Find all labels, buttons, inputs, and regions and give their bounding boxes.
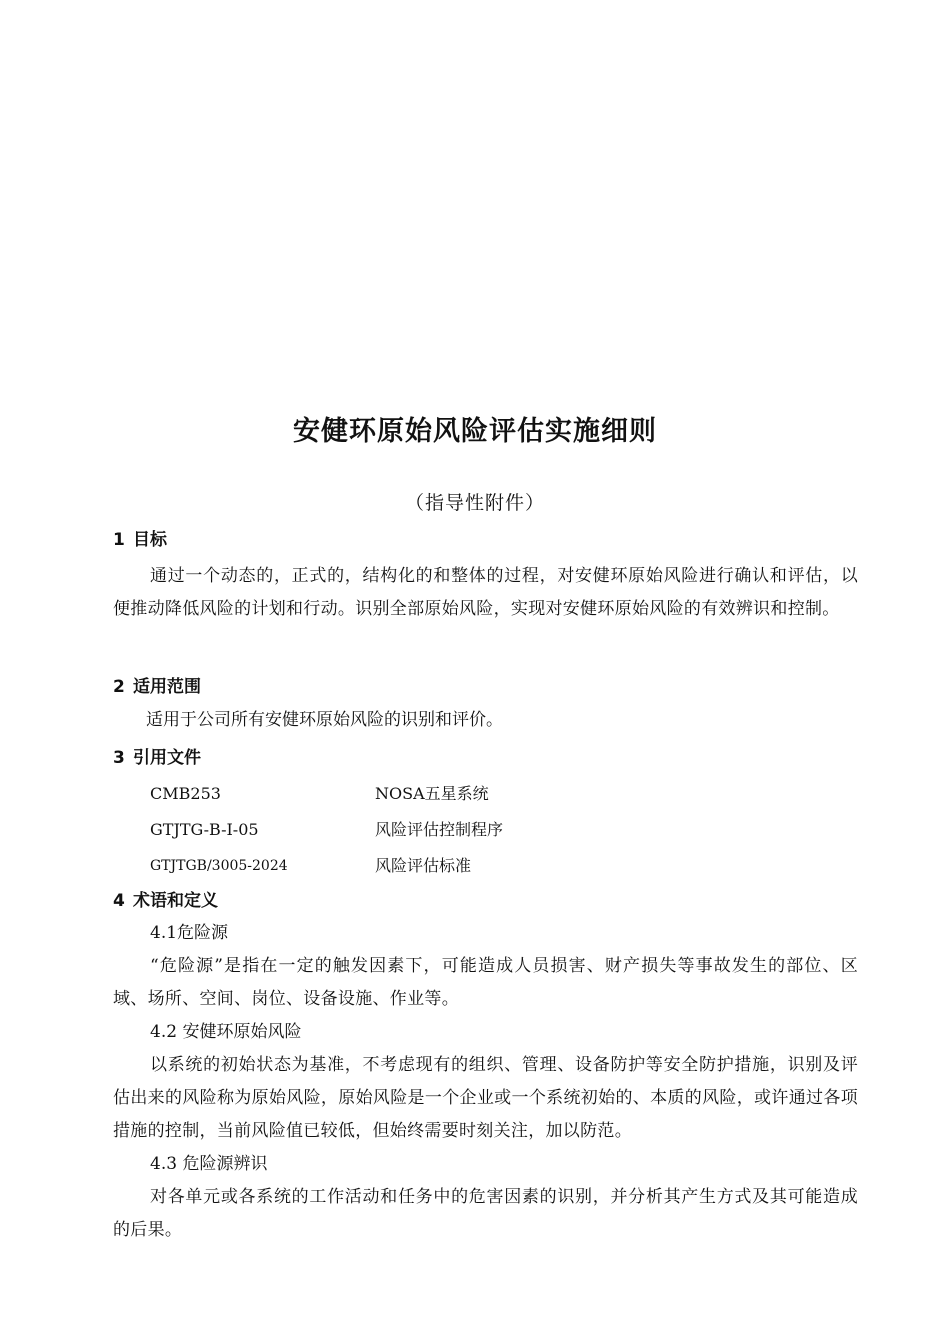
reference-name: 风险评估标准	[375, 856, 472, 875]
term-label: 4.1危险源	[150, 923, 229, 943]
reference-list	[113, 776, 858, 884]
reference-name: 风险评估控制程序	[375, 820, 504, 839]
reference-row	[113, 812, 858, 848]
section-heading	[113, 887, 858, 915]
section-title: 术语和定义	[133, 891, 218, 911]
section-heading	[113, 744, 858, 772]
reference-code: GTJTG-B-Ⅰ-05	[150, 820, 259, 839]
section-title: 目标	[133, 530, 167, 550]
section-number: 3	[113, 748, 125, 768]
section-title: 引用文件	[133, 748, 201, 768]
term-label: 4.3 危险源辨识	[150, 1154, 268, 1174]
term-list	[113, 917, 858, 1247]
section-number: 4	[113, 891, 125, 911]
section-heading	[113, 526, 858, 554]
reference-row	[113, 776, 858, 812]
section-objective	[113, 526, 858, 626]
reference-code: GTJTGB/3005-2024	[150, 858, 288, 874]
section-terms	[113, 887, 858, 1247]
section-body: 通过一个动态的，正式的，结构化的和整体的过程，对安健环原始风险进行确认和评估，以便推动降低风险的计划和行动。识别全部原始风险，实现对安健环原始风险的有效辨识和控制。	[113, 566, 858, 619]
section-number: 2	[113, 677, 125, 697]
section-references	[113, 744, 858, 884]
reference-row	[113, 848, 858, 884]
document-subtitle: （指导性附件）	[404, 492, 545, 514]
section-title: 适用范围	[133, 677, 201, 697]
section-body: 适用于公司所有安健环原始风险的识别和评价。	[146, 710, 503, 730]
reference-name: NOSA五星系统	[375, 784, 489, 803]
term-label: 4.2 安健环原始风险	[150, 1022, 302, 1042]
reference-code: CMB253	[150, 784, 221, 803]
document-title: 安健环原始风险评估实施细则	[293, 416, 657, 447]
term-body: 对各单元或各系统的工作活动和任务中的危害因素的识别，并分析其产生方式及其可能造成的后果。	[113, 1187, 858, 1240]
section-heading	[113, 673, 858, 701]
section-scope	[113, 673, 858, 737]
section-number: 1	[113, 530, 125, 550]
term-body: 以系统的初始状态为基准，不考虑现有的组织、管理、设备防护等安全防护措施，识别及评估出来的风险称为原始风险，原始风险是一个企业或一个系统初始的、本质的风险，或许通过各项措施的控制，当前风险值已较低，但始终需要时刻关注，加以防范。	[113, 1055, 858, 1141]
term-body: “危险源”是指在一定的触发因素下，可能造成人员损害、财产损失等事故发生的部位、区域、场所、空间、岗位、设备设施、作业等。	[113, 956, 858, 1009]
